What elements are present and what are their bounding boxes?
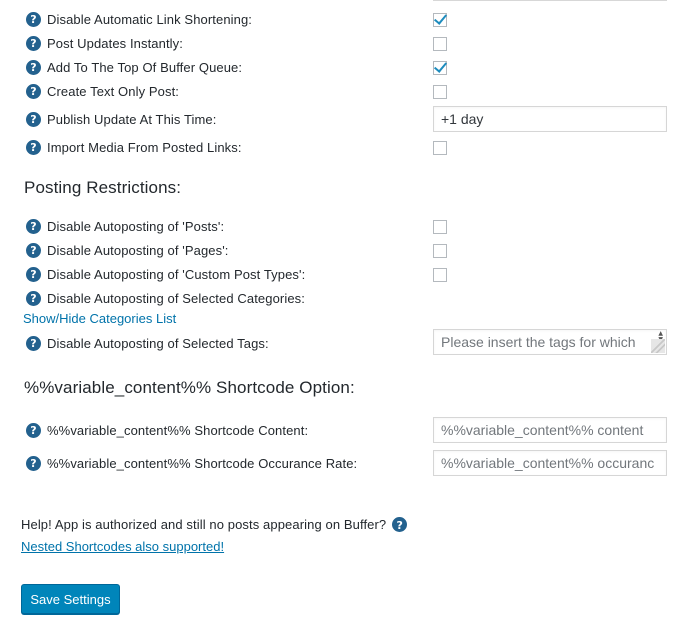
shortcode-content-input[interactable] [433,417,667,443]
help-icon[interactable]: ? [26,140,41,155]
selected-tags-textarea[interactable] [433,329,667,355]
text-only-post-checkbox[interactable] [433,85,447,99]
option-row-publish-time [26,109,216,129]
option-row-add-to-top-of-queue [26,57,242,77]
help-icon[interactable]: ? [26,336,41,351]
disable-custom-post-types-checkbox[interactable] [433,268,447,282]
option-label: Post Updates Instantly: [47,35,183,51]
shortcode-option-heading: %%variable_content%% Shortcode Option: [24,378,355,397]
option-label: %%variable_content%% Shortcode Content: [47,422,309,438]
option-label: Publish Update At This Time: [47,111,217,127]
tags-textarea-wrapper [433,329,667,355]
restriction-row-tags [26,333,269,353]
nested-shortcodes-link[interactable]: Nested Shortcodes also supported! [21,539,225,554]
help-icon[interactable]: ? [26,60,41,75]
help-icon[interactable]: ? [26,36,41,51]
disable-link-shortening-checkbox[interactable] [433,13,447,27]
post-updates-instantly-checkbox[interactable] [433,37,447,51]
help-icon[interactable]: ? [26,219,41,234]
option-label: Disable Autoposting of Selected Categories: [47,290,305,306]
resize-grip-icon[interactable] [651,339,665,353]
help-line [21,517,413,532]
shortcode-rate-row [26,453,357,473]
restriction-row-pages [26,240,229,260]
import-media-checkbox[interactable] [433,141,447,155]
option-label: Add To The Top Of Buffer Queue: [47,59,243,75]
disable-pages-checkbox[interactable] [433,244,447,258]
add-to-top-of-queue-checkbox[interactable] [433,61,447,75]
help-icon[interactable]: ? [26,84,41,99]
restriction-row-categories [26,288,305,308]
option-label: Disable Automatic Link Shortening: [47,11,253,27]
option-label: Import Media From Posted Links: [47,139,242,155]
option-row-disable-link-shortening [26,9,252,29]
option-label: Disable Autoposting of 'Posts': [47,218,225,234]
shortcode-rate-input[interactable] [433,450,667,476]
previous-field-bottom [433,0,667,1]
help-icon[interactable]: ? [26,12,41,27]
option-label: Create Text Only Post: [47,83,180,99]
save-settings-button[interactable]: Save Settings [21,584,120,614]
publish-time-input[interactable] [433,106,667,132]
show-hide-categories-link[interactable]: Show/Hide Categories List [23,311,177,326]
option-row-post-updates-instantly [26,33,183,53]
shortcode-content-row [26,420,308,440]
scroll-arrows-icon[interactable]: ▲ [658,330,663,337]
option-label: Disable Autoposting of Selected Tags: [47,335,269,351]
option-label: Disable Autoposting of 'Custom Post Types': [47,266,306,282]
option-row-import-media [26,137,242,157]
option-row-text-only-post [26,81,179,101]
help-icon[interactable]: ? [26,243,41,258]
help-icon[interactable]: ? [26,291,41,306]
help-icon[interactable]: ? [26,423,41,438]
disable-posts-checkbox[interactable] [433,220,447,234]
restriction-row-posts [26,216,224,236]
help-icon[interactable]: ? [26,112,41,127]
help-text: Help! App is authorized and still no posts appearing on Buffer? [21,517,387,532]
help-icon[interactable]: ? [26,267,41,282]
option-label: Disable Autoposting of 'Pages': [47,242,229,258]
help-icon[interactable]: ? [392,517,407,532]
help-icon[interactable]: ? [26,456,41,471]
option-label: %%variable_content%% Shortcode Occurance Rate: [47,455,358,471]
posting-restrictions-heading: Posting Restrictions: [24,178,182,197]
restriction-row-custom-post-types [26,264,305,284]
